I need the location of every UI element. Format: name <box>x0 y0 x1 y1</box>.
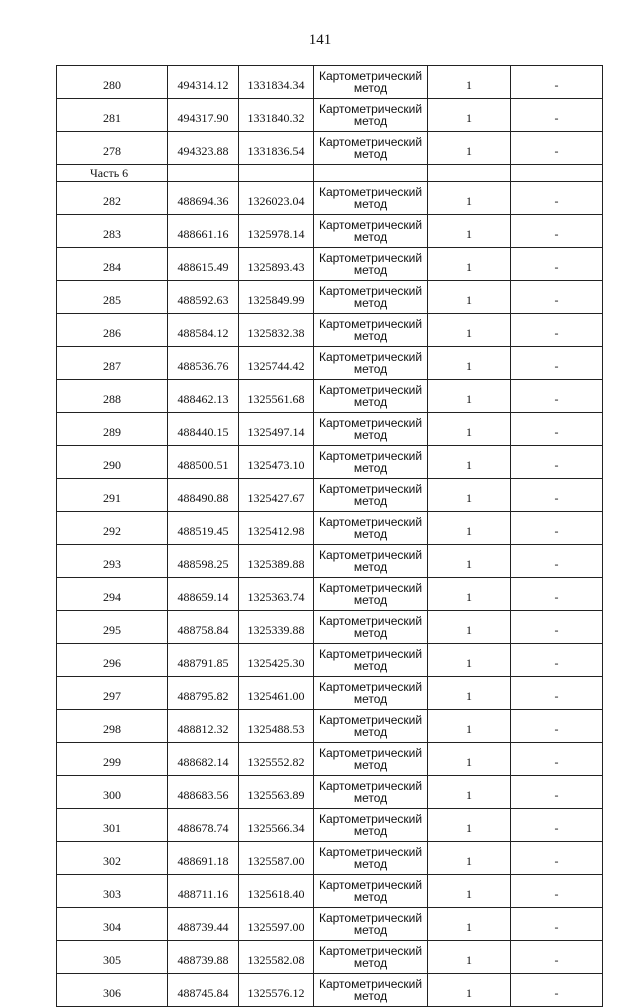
method-text: метод <box>353 857 388 871</box>
description-cell: - <box>511 380 603 413</box>
x-coordinate-cell: 488598.25 <box>168 545 239 578</box>
empty-cell <box>239 165 314 182</box>
point-number-cell: 281 <box>57 99 168 132</box>
method-text: Картометрический <box>318 812 423 826</box>
point-number-cell: 304 <box>57 908 168 941</box>
method-text: метод <box>353 230 388 244</box>
method-text: метод <box>353 560 388 574</box>
accuracy-cell: 1 <box>428 132 511 165</box>
method-text: метод <box>353 989 388 1003</box>
accuracy-cell: 1 <box>428 413 511 446</box>
description-cell: - <box>511 66 603 99</box>
table-row <box>57 132 603 165</box>
method-text: метод <box>353 395 388 409</box>
method-text: Картометрический <box>318 449 423 463</box>
y-coordinate-cell: 1325552.82 <box>239 743 314 776</box>
method-text: метод <box>353 593 388 607</box>
method-cell <box>314 677 428 710</box>
method-cell <box>314 479 428 512</box>
point-number-cell: 298 <box>57 710 168 743</box>
method-cell <box>314 842 428 875</box>
method-text: Картометрический <box>318 746 423 760</box>
method-cell <box>314 776 428 809</box>
table-row <box>57 875 603 908</box>
method-text: Картометрический <box>318 69 423 83</box>
method-cell <box>314 413 428 446</box>
table-row <box>57 413 603 446</box>
method-text: метод <box>353 923 388 937</box>
y-coordinate-cell: 1325461.00 <box>239 677 314 710</box>
accuracy-cell: 1 <box>428 809 511 842</box>
method-cell <box>314 809 428 842</box>
point-number-cell: 292 <box>57 512 168 545</box>
method-text: Картометрический <box>318 284 423 298</box>
x-coordinate-cell: 488739.88 <box>168 941 239 974</box>
x-coordinate-cell: 488758.84 <box>168 611 239 644</box>
table-row <box>57 908 603 941</box>
description-cell: - <box>511 248 603 281</box>
accuracy-cell: 1 <box>428 644 511 677</box>
method-text: Картометрический <box>318 251 423 265</box>
y-coordinate-cell: 1325488.53 <box>239 710 314 743</box>
y-coordinate-cell: 1325561.68 <box>239 380 314 413</box>
section-row <box>57 165 603 182</box>
method-cell <box>314 99 428 132</box>
table-row <box>57 314 603 347</box>
method-text: метод <box>353 494 388 508</box>
description-cell: - <box>511 611 603 644</box>
table-row <box>57 347 603 380</box>
description-cell: - <box>511 974 603 1007</box>
y-coordinate-cell: 1325849.99 <box>239 281 314 314</box>
method-text: метод <box>353 527 388 541</box>
description-cell: - <box>511 644 603 677</box>
x-coordinate-cell: 488661.16 <box>168 215 239 248</box>
y-coordinate-cell: 1325363.74 <box>239 578 314 611</box>
description-cell: - <box>511 578 603 611</box>
method-text: метод <box>353 659 388 673</box>
method-text: метод <box>353 296 388 310</box>
point-number-cell: 302 <box>57 842 168 875</box>
description-cell: - <box>511 743 603 776</box>
empty-cell <box>314 165 428 182</box>
method-text: метод <box>353 758 388 772</box>
accuracy-cell: 1 <box>428 479 511 512</box>
method-text: Картометрический <box>318 350 423 364</box>
method-cell <box>314 743 428 776</box>
method-text: Картометрический <box>318 416 423 430</box>
description-cell: - <box>511 446 603 479</box>
empty-cell <box>428 165 511 182</box>
table-row <box>57 182 603 215</box>
method-text: Картометрический <box>318 135 423 149</box>
x-coordinate-cell: 488682.14 <box>168 743 239 776</box>
x-coordinate-cell: 488678.74 <box>168 809 239 842</box>
method-cell <box>314 347 428 380</box>
y-coordinate-cell: 1325618.40 <box>239 875 314 908</box>
point-number-cell: 295 <box>57 611 168 644</box>
y-coordinate-cell: 1325744.42 <box>239 347 314 380</box>
point-number-cell: 303 <box>57 875 168 908</box>
x-coordinate-cell: 488691.18 <box>168 842 239 875</box>
description-cell: - <box>511 809 603 842</box>
table-row <box>57 512 603 545</box>
table-row <box>57 611 603 644</box>
accuracy-cell: 1 <box>428 842 511 875</box>
table-row <box>57 380 603 413</box>
table-row <box>57 281 603 314</box>
table-row <box>57 710 603 743</box>
accuracy-cell: 1 <box>428 941 511 974</box>
method-cell <box>314 644 428 677</box>
y-coordinate-cell: 1325425.30 <box>239 644 314 677</box>
x-coordinate-cell: 488592.63 <box>168 281 239 314</box>
description-cell: - <box>511 545 603 578</box>
accuracy-cell: 1 <box>428 99 511 132</box>
description-cell: - <box>511 413 603 446</box>
description-cell: - <box>511 479 603 512</box>
method-text: метод <box>353 626 388 640</box>
method-cell <box>314 66 428 99</box>
method-cell <box>314 215 428 248</box>
method-text: метод <box>353 890 388 904</box>
method-text: Картометрический <box>318 383 423 397</box>
point-number-cell: 299 <box>57 743 168 776</box>
method-text: Картометрический <box>318 713 423 727</box>
method-text: Картометрический <box>318 845 423 859</box>
x-coordinate-cell: 488440.15 <box>168 413 239 446</box>
method-text: метод <box>353 263 388 277</box>
point-number-cell: 285 <box>57 281 168 314</box>
method-cell <box>314 132 428 165</box>
method-text: Картометрический <box>318 878 423 892</box>
accuracy-cell: 1 <box>428 446 511 479</box>
method-text: Картометрический <box>318 614 423 628</box>
page-number: 141 <box>308 32 332 48</box>
table-row <box>57 479 603 512</box>
point-number-cell: 294 <box>57 578 168 611</box>
method-text: Картометрический <box>318 647 423 661</box>
table-row <box>57 842 603 875</box>
x-coordinate-cell: 488791.85 <box>168 644 239 677</box>
accuracy-cell: 1 <box>428 380 511 413</box>
description-cell: - <box>511 512 603 545</box>
y-coordinate-cell: 1325893.43 <box>239 248 314 281</box>
accuracy-cell: 1 <box>428 578 511 611</box>
method-text: метод <box>353 725 388 739</box>
method-text: метод <box>353 197 388 211</box>
method-text: метод <box>353 329 388 343</box>
accuracy-cell: 1 <box>428 743 511 776</box>
method-text: метод <box>353 81 388 95</box>
accuracy-cell: 1 <box>428 182 511 215</box>
y-coordinate-cell: 1325427.67 <box>239 479 314 512</box>
accuracy-cell: 1 <box>428 347 511 380</box>
x-coordinate-cell: 494323.88 <box>168 132 239 165</box>
method-text: метод <box>353 428 388 442</box>
table-row <box>57 941 603 974</box>
method-cell <box>314 941 428 974</box>
table-row <box>57 215 603 248</box>
y-coordinate-cell: 1325582.08 <box>239 941 314 974</box>
method-cell <box>314 512 428 545</box>
y-coordinate-cell: 1325389.88 <box>239 545 314 578</box>
description-cell: - <box>511 347 603 380</box>
accuracy-cell: 1 <box>428 215 511 248</box>
table-row <box>57 677 603 710</box>
y-coordinate-cell: 1325566.34 <box>239 809 314 842</box>
description-cell: - <box>511 215 603 248</box>
x-coordinate-cell: 494314.12 <box>168 66 239 99</box>
y-coordinate-cell: 1325597.00 <box>239 908 314 941</box>
x-coordinate-cell: 488500.51 <box>168 446 239 479</box>
table-row <box>57 545 603 578</box>
description-cell: - <box>511 281 603 314</box>
point-number-cell: 282 <box>57 182 168 215</box>
method-cell <box>314 248 428 281</box>
method-text: метод <box>353 147 388 161</box>
method-text: Картометрический <box>318 911 423 925</box>
method-text: Картометрический <box>318 482 423 496</box>
y-coordinate-cell: 1331840.32 <box>239 99 314 132</box>
x-coordinate-cell: 488462.13 <box>168 380 239 413</box>
table-row <box>57 743 603 776</box>
x-coordinate-cell: 488490.88 <box>168 479 239 512</box>
description-cell: - <box>511 314 603 347</box>
method-cell <box>314 182 428 215</box>
x-coordinate-cell: 488739.44 <box>168 908 239 941</box>
accuracy-cell: 1 <box>428 281 511 314</box>
y-coordinate-cell: 1331836.54 <box>239 132 314 165</box>
method-cell <box>314 875 428 908</box>
table-row <box>57 809 603 842</box>
accuracy-cell: 1 <box>428 710 511 743</box>
description-cell: - <box>511 908 603 941</box>
y-coordinate-cell: 1326023.04 <box>239 182 314 215</box>
method-text: метод <box>353 692 388 706</box>
accuracy-cell: 1 <box>428 974 511 1007</box>
method-cell <box>314 281 428 314</box>
point-number-cell: 297 <box>57 677 168 710</box>
table-row <box>57 578 603 611</box>
description-cell: - <box>511 677 603 710</box>
point-number-cell: 278 <box>57 132 168 165</box>
method-text: метод <box>353 362 388 376</box>
method-text: метод <box>353 114 388 128</box>
x-coordinate-cell: 488694.36 <box>168 182 239 215</box>
point-number-cell: 301 <box>57 809 168 842</box>
accuracy-cell: 1 <box>428 875 511 908</box>
method-text: метод <box>353 956 388 970</box>
point-number-cell: 286 <box>57 314 168 347</box>
table-row <box>57 248 603 281</box>
method-cell <box>314 974 428 1007</box>
point-number-cell: 283 <box>57 215 168 248</box>
accuracy-cell: 1 <box>428 908 511 941</box>
method-text: Картометрический <box>318 680 423 694</box>
x-coordinate-cell: 488683.56 <box>168 776 239 809</box>
point-number-cell: 300 <box>57 776 168 809</box>
y-coordinate-cell: 1331834.34 <box>239 66 314 99</box>
description-cell: - <box>511 842 603 875</box>
accuracy-cell: 1 <box>428 314 511 347</box>
description-cell: - <box>511 99 603 132</box>
method-text: Картометрический <box>318 515 423 529</box>
section-label: Часть 6 <box>57 165 168 182</box>
empty-cell <box>168 165 239 182</box>
method-text: Картометрический <box>318 779 423 793</box>
x-coordinate-cell: 488795.82 <box>168 677 239 710</box>
table-row <box>57 776 603 809</box>
method-text: Картометрический <box>318 102 423 116</box>
table-row <box>57 644 603 677</box>
point-number-cell: 296 <box>57 644 168 677</box>
method-cell <box>314 446 428 479</box>
x-coordinate-cell: 488584.12 <box>168 314 239 347</box>
y-coordinate-cell: 1325412.98 <box>239 512 314 545</box>
method-text: Картометрический <box>318 977 423 991</box>
point-number-cell: 306 <box>57 974 168 1007</box>
method-cell <box>314 611 428 644</box>
point-number-cell: 290 <box>57 446 168 479</box>
method-cell <box>314 545 428 578</box>
method-text: Картометрический <box>318 581 423 595</box>
description-cell: - <box>511 875 603 908</box>
point-number-cell: 287 <box>57 347 168 380</box>
method-text: метод <box>353 824 388 838</box>
table-row <box>57 99 603 132</box>
table-row <box>57 66 603 99</box>
method-text: метод <box>353 791 388 805</box>
accuracy-cell: 1 <box>428 248 511 281</box>
point-number-cell: 291 <box>57 479 168 512</box>
method-cell <box>314 908 428 941</box>
method-text: метод <box>353 461 388 475</box>
method-text: Картометрический <box>318 185 423 199</box>
x-coordinate-cell: 488615.49 <box>168 248 239 281</box>
method-text: Картометрический <box>318 218 423 232</box>
y-coordinate-cell: 1325473.10 <box>239 446 314 479</box>
x-coordinate-cell: 488745.84 <box>168 974 239 1007</box>
y-coordinate-cell: 1325587.00 <box>239 842 314 875</box>
point-number-cell: 305 <box>57 941 168 974</box>
y-coordinate-cell: 1325978.14 <box>239 215 314 248</box>
y-coordinate-cell: 1325576.12 <box>239 974 314 1007</box>
x-coordinate-cell: 488812.32 <box>168 710 239 743</box>
description-cell: - <box>511 776 603 809</box>
x-coordinate-cell: 494317.90 <box>168 99 239 132</box>
table-row <box>57 446 603 479</box>
accuracy-cell: 1 <box>428 512 511 545</box>
description-cell: - <box>511 182 603 215</box>
method-cell <box>314 578 428 611</box>
accuracy-cell: 1 <box>428 611 511 644</box>
method-cell <box>314 710 428 743</box>
accuracy-cell: 1 <box>428 545 511 578</box>
method-text: Картометрический <box>318 548 423 562</box>
method-cell <box>314 380 428 413</box>
point-number-cell: 288 <box>57 380 168 413</box>
accuracy-cell: 1 <box>428 677 511 710</box>
y-coordinate-cell: 1325339.88 <box>239 611 314 644</box>
point-number-cell: 280 <box>57 66 168 99</box>
y-coordinate-cell: 1325563.89 <box>239 776 314 809</box>
description-cell: - <box>511 941 603 974</box>
method-text: Картометрический <box>318 944 423 958</box>
point-number-cell: 284 <box>57 248 168 281</box>
table-row <box>57 974 603 1007</box>
description-cell: - <box>511 132 603 165</box>
accuracy-cell: 1 <box>428 66 511 99</box>
method-text: Картометрический <box>318 317 423 331</box>
accuracy-cell: 1 <box>428 776 511 809</box>
y-coordinate-cell: 1325832.38 <box>239 314 314 347</box>
y-coordinate-cell: 1325497.14 <box>239 413 314 446</box>
method-cell <box>314 314 428 347</box>
point-number-cell: 293 <box>57 545 168 578</box>
point-number-cell: 289 <box>57 413 168 446</box>
empty-cell <box>511 165 603 182</box>
x-coordinate-cell: 488659.14 <box>168 578 239 611</box>
x-coordinate-cell: 488536.76 <box>168 347 239 380</box>
coordinates-table <box>56 65 603 1007</box>
x-coordinate-cell: 488519.45 <box>168 512 239 545</box>
description-cell: - <box>511 710 603 743</box>
x-coordinate-cell: 488711.16 <box>168 875 239 908</box>
